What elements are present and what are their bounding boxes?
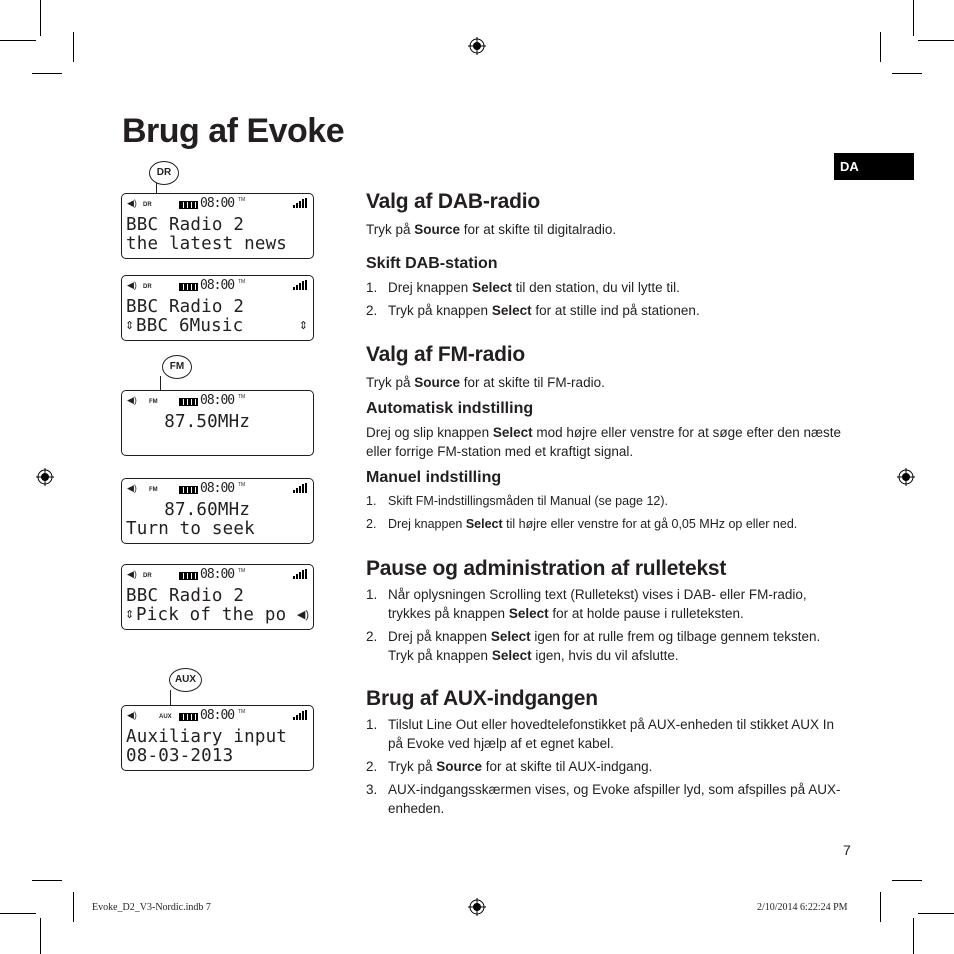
scroll-arrows-icon: ⇕ — [125, 320, 135, 332]
mode-indicator: AUX — [159, 714, 172, 720]
dab-intro: Tryk på Source for at skifte til digitalradio. — [366, 222, 617, 237]
lcd-screen-scroll — [121, 564, 314, 630]
lcd-screen-dab-news — [121, 193, 314, 259]
crop-mark — [918, 40, 954, 41]
list-item: 3. AUX-indgangsskærmen vises, og Evoke afspiller lyd, som afspilles på AUX-enheden. — [366, 782, 841, 816]
speaker-icon: ◀) — [127, 280, 137, 290]
battery-icon — [179, 713, 198, 721]
page-number: 7 — [843, 842, 851, 858]
tm-mark: TM — [238, 709, 246, 715]
list-item: 1. Drej knappen Select til den station, du vil lytte til. — [366, 280, 680, 295]
mode-indicator: DR — [143, 573, 152, 579]
crop-mark — [880, 32, 881, 62]
aux-steps — [366, 715, 846, 818]
mode-indicator: FM — [149, 399, 158, 405]
lcd-line-1: 87.60MHz — [132, 500, 251, 520]
dab-station-subheading: Skift DAB-station — [366, 255, 498, 272]
language-tab: DA — [834, 153, 914, 180]
lcd-line-1: BBC Radio 2 — [126, 215, 245, 235]
crop-mark — [32, 880, 62, 881]
mode-indicator: DR — [143, 202, 152, 208]
lcd-line-2: the latest news — [126, 234, 288, 254]
clock-display: 08:00 — [200, 196, 235, 211]
footer-filename: Evoke_D2_V3-Nordic.indb 7 — [92, 902, 211, 913]
lcd-line-2: 08-03-2013 — [126, 746, 234, 766]
lcd-line-1: 87.50MHz — [132, 412, 251, 432]
speaker-icon: ◀) — [127, 710, 137, 720]
fm-manual-steps — [366, 492, 846, 534]
registration-mark-icon — [468, 898, 486, 916]
dab-steps — [366, 278, 846, 320]
list-item: 1. Skift FM-indstillingsmåden til Manual (se page 12). — [366, 494, 668, 508]
lcd-line-2: Turn to seek — [126, 519, 255, 539]
list-item: 2. Tryk på knappen Select for at stille ind på stationen. — [366, 303, 700, 318]
battery-icon — [179, 486, 198, 494]
signal-strength-icon — [293, 280, 307, 290]
speaker-icon: ◀) — [127, 198, 137, 208]
crop-mark — [913, 0, 914, 36]
crop-mark — [892, 880, 922, 881]
lcd-line-1: BBC Radio 2 — [126, 297, 245, 317]
lcd-line-1: Auxiliary input — [126, 727, 288, 747]
crop-mark — [0, 40, 36, 41]
callout-dr: DR — [149, 161, 179, 185]
signal-strength-icon — [293, 198, 307, 208]
crop-mark — [40, 0, 41, 36]
fm-heading: Valg af FM-radio — [366, 343, 525, 366]
lcd-screen-fm-auto — [121, 390, 314, 456]
lcd-screen-dab-station — [121, 275, 314, 341]
registration-mark-icon — [468, 37, 486, 55]
crop-mark — [918, 913, 954, 914]
tm-mark: TM — [238, 197, 246, 203]
clock-display: 08:00 — [200, 481, 235, 496]
tm-mark: TM — [238, 482, 246, 488]
pause-steps — [366, 585, 846, 665]
list-item: 1. Når oplysningen Scrolling text (Rulletekst) vises i DAB- eller FM-radio, trykkes på knappen Select for at holde pause i rulleteksten. — [366, 587, 807, 621]
signal-strength-icon — [293, 483, 307, 493]
dab-heading: Valg af DAB-radio — [366, 190, 540, 213]
clock-display: 08:00 — [200, 393, 235, 408]
fm-auto-text: Drej og slip knappen Select mod højre eller venstre for at søge efter den næste eller forrige FM-station med et kraftigt signal. — [366, 425, 841, 459]
pause-heading: Pause og administration af rulletekst — [366, 557, 727, 580]
list-item: 2. Tryk på Source for at skifte til AUX-indgang. — [366, 759, 653, 774]
crop-mark — [0, 913, 36, 914]
speaker-icon: ◀) — [127, 569, 137, 579]
signal-strength-icon — [293, 710, 307, 720]
crop-mark — [892, 73, 922, 74]
lcd-screen-aux — [121, 705, 314, 771]
speaker-icon: ◀) — [296, 609, 309, 621]
registration-mark-icon — [897, 468, 915, 486]
fm-auto-subheading: Automatisk indstilling — [366, 400, 534, 417]
mode-indicator: FM — [149, 487, 158, 493]
lcd-line-2: Pick of the po — [136, 605, 287, 625]
footer-timestamp: 2/10/2014 6:22:24 PM — [757, 902, 848, 913]
lcd-screen-fm-manual — [121, 478, 314, 544]
fm-manual-subheading: Manuel indstilling — [366, 469, 502, 486]
mode-indicator: DR — [143, 284, 152, 290]
speaker-icon: ◀) — [127, 395, 137, 405]
list-item: 2. Drej knappen Select til højre eller venstre for at gå 0,05 MHz op eller ned. — [366, 517, 798, 531]
tm-mark: TM — [238, 394, 246, 400]
tm-mark: TM — [238, 568, 246, 574]
crop-mark — [73, 32, 74, 62]
crop-mark — [32, 73, 62, 74]
list-item: 2. Drej på knappen Select igen for at rulle frem og tilbage gennem teksten. Tryk på knappen Select igen, hvis du vil afslutte. — [366, 629, 821, 663]
battery-icon — [179, 201, 198, 209]
speaker-icon: ◀) — [127, 483, 137, 493]
content-column — [366, 188, 846, 818]
battery-icon — [179, 283, 198, 291]
crop-mark — [40, 918, 41, 954]
fm-intro: Tryk på Source for at skifte til FM-radio. — [366, 375, 605, 390]
lcd-line-1: BBC Radio 2 — [126, 586, 245, 606]
crop-mark — [73, 892, 74, 922]
clock-display: 08:00 — [200, 567, 235, 582]
callout-fm: FM — [162, 355, 192, 379]
crop-mark — [913, 918, 914, 954]
tm-mark: TM — [238, 279, 246, 285]
signal-strength-icon — [293, 569, 307, 579]
battery-icon — [179, 572, 198, 580]
clock-display: 08:00 — [200, 278, 235, 293]
page-title: Brug af Evoke — [122, 112, 345, 150]
clock-display: 08:00 — [200, 708, 235, 723]
lcd-line-2: BBC 6Music — [136, 316, 244, 336]
scroll-arrows-icon: ⇕ — [298, 320, 308, 332]
crop-mark — [880, 892, 881, 922]
registration-mark-icon — [36, 468, 54, 486]
aux-heading: Brug af AUX-indgangen — [366, 687, 598, 710]
scroll-arrows-icon: ⇕ — [125, 609, 135, 621]
callout-aux: AUX — [169, 668, 202, 692]
list-item: 1. Tilslut Line Out eller hovedtelefonstikket på AUX-enheden til stikket AUX In på Evoke ved hjælp af et egnet kabel. — [366, 717, 834, 751]
battery-icon — [179, 398, 198, 406]
